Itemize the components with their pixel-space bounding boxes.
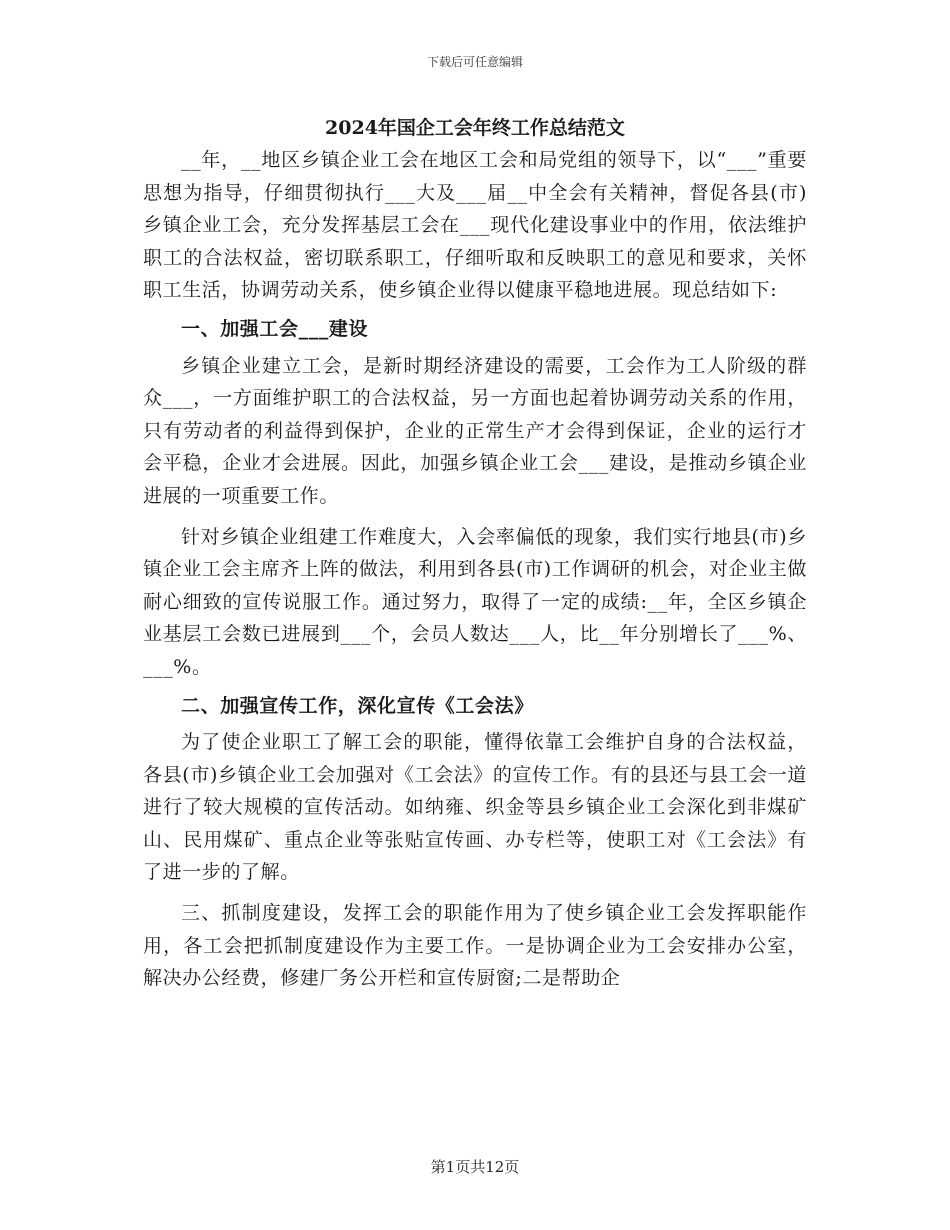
section-heading-1: 一、加强工会___建设 [181,317,369,340]
paragraph-section1-a: 乡镇企业建立工会，是新时期经济建设的需要，工会作为工人阶级的群众___，一方面维护职工的合法权益，另一方面也起着协调劳动关系的作用，只有劳动者的利益得到保护，企业的正常生产才会得到保证，企业的运行才会平稳，企业才会进展。因此，加强乡镇企业工会___建设，是推动乡镇企业进展的一项重要工作。 [143,354,807,507]
section-heading-2: 二、加强宣传工作，深化宣传《工会法》 [181,694,534,717]
paragraph-section2: 为了使企业职工了解工会的职能，懂得依靠工会维护自身的合法权益，各县(市)乡镇企业工会加强对《工会法》的宣传工作。有的县还与县工会一道进行了较大规模的宣传活动。如纳雍、织金等县乡镇企业工会深化到非煤矿山、民用煤矿、重点企业等张贴宣传画、办专栏等，使职工对《工会法》有了进一步的了解。 [143,731,807,884]
document-body [143,108,807,995]
page-header-note: 下载后可任意编辑 [426,55,523,69]
document-title: 2024年国企工会年终工作总结范文 [325,117,625,139]
paragraph-section3: 三、抓制度建设，发挥工会的职能作用为了使乡镇企业工会发挥职能作用，各工会把抓制度建设作为主要工作。一是协调企业为工会安排办公室，解决办公经费，修建厂务公开栏和宣传厨窗;二是帮助企 [143,902,807,990]
paragraph-section1-b: 针对乡镇企业组建工作难度大，入会率偏低的现象，我们实行地县(市)乡镇企业工会主席齐上阵的做法，利用到各县(市)工作调研的机会，对企业主做耐心细致的宣传说服工作。通过努力，取得了一定的成绩:__年，全区乡镇企业基层工会数已进展到___个，会员人数达___人，比__年分别增长了___%、___%。 [143,525,807,678]
paragraph-intro: __年，__地区乡镇企业工会在地区工会和局党组的领导下，以“___”重要思想为指导，仔细贯彻执行___大及___届__中全会有关精神，督促各县(市)乡镇企业工会，充分发挥基层工会在___现代化建设事业中的作用，依法维护职工的合法权益，密切联系职工，仔细听取和反映职工的意见和要求，关怀职工生活，协调劳动关系，使乡镇企业得以健康平稳地进展。现总结如下: [143,149,807,302]
page-number-footer: 第1页共12页 [430,1158,520,1176]
